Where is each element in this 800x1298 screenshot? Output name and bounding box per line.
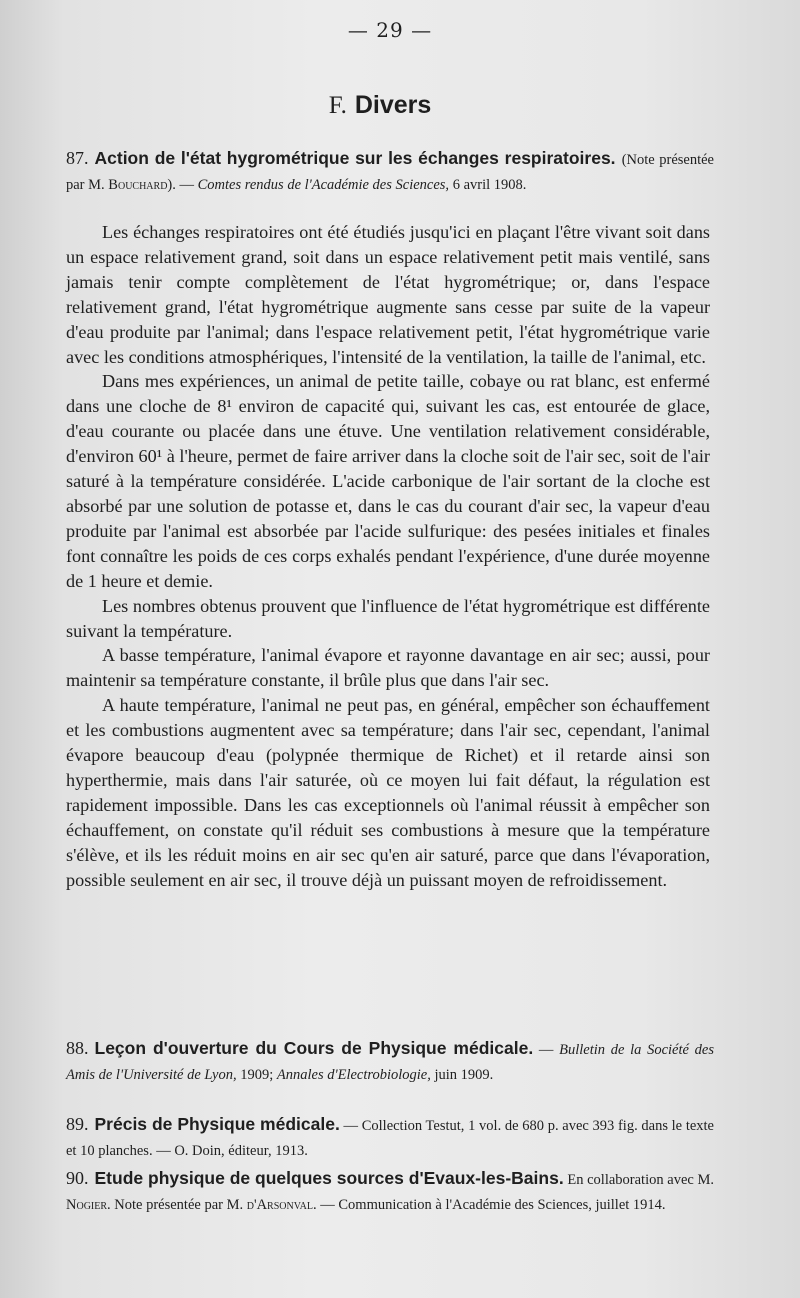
entry-90-ref-c: . — Communication à l'Académie des Sciences, juillet 1914. [313, 1197, 666, 1213]
entry-87-ref-c: 6 avril 1908. [449, 177, 527, 193]
entry-90 [66, 1166, 714, 1217]
entry-89-head [66, 1112, 714, 1163]
entry-89-title: Précis de Physique médicale. [94, 1114, 340, 1134]
entry-88 [66, 1036, 714, 1087]
entry-89-number: 89. [66, 1114, 89, 1134]
entry-90-number: 90. [66, 1168, 89, 1188]
paragraph: A haute température, l'animal ne peut pas, en général, empêcher son échauffement et les combustions augmentent avec sa température; dans l'air sec, cependant, l'animal évapore beaucoup d'eau (polypnée thermique de Richet) et il retarde ainsi son hyperthermie, mais dans l'air saturée, où ce moyen lui fait défaut, la régulation est rapidement impossible. Dans les cas exceptionnels où l'animal réussit à empêcher son échauffement, on constate qu'il réduit ses combustions à mesure que la température s'élève, et ils les réduit moins en air sec qu'en air saturé, parce que dans l'évaporation, possible seulement en air sec, il trouve déjà un puissant moyen de refroidissement. [66, 695, 710, 890]
entry-87-body [66, 220, 710, 892]
entry-90-title: Etude physique de quelques sources d'Evaux-les-Bains. [94, 1168, 564, 1188]
entry-88-ref-a: — [533, 1042, 560, 1058]
entry-87-head [66, 146, 714, 197]
paragraph: Dans mes expériences, un animal de petite taille, cobaye ou rat blanc, est enfermé dans une cloche de 8¹ environ de capacité qui, suivant les cas, est entourée de glace, d'eau courante ou placée dans une étuve. Une ventilation relativement considérable, d'environ 60¹ à l'heure, permet de faire arriver dans la cloche soit de l'air sec, soit de l'air saturé à la température considérée. L'acide carbonique de l'air sortant de la cloche est absorbé par une solution de potasse et, dans le cas du courant d'air sec, la vapeur d'eau produite par l'animal est absorbée par l'acide sulfurique: des pesées initiales et finales font connaître les poids de ces corps exhalés pendant l'expérience, d'une durée moyenne de 1 heure et demie. [66, 371, 710, 591]
entry-89-ref: — Collection Testut, 1 vol. de 680 p. avec 393 fig. dans le texte et 10 planches. — O. Doin, éditeur, 1913. [66, 1118, 714, 1159]
entry-88-ref-c: juin 1909. [430, 1067, 494, 1083]
entry-90-ref-b: . Note présentée par M. [107, 1197, 247, 1213]
entry-89 [66, 1112, 714, 1163]
entry-90-author-2: d'Arsonval [246, 1197, 313, 1213]
entry-88-number: 88. [66, 1038, 89, 1058]
paragraph: Les nombres obtenus prouvent que l'influence de l'état hygrométrique est différente suivant la température. [66, 595, 710, 641]
section-word: Divers [354, 91, 432, 119]
entry-87-title: Action de l'état hygrométrique sur les échanges respiratoires. [94, 148, 616, 168]
entry-88-head [66, 1036, 714, 1087]
entry-88-title: Leçon d'ouverture du Cours de Physique médicale. [94, 1038, 534, 1058]
entry-87 [66, 146, 714, 197]
entry-87-journal: Comtes rendus de l'Académie des Sciences, [197, 177, 450, 193]
page-number: — 29 — [347, 18, 433, 42]
entry-90-head [66, 1166, 714, 1217]
entry-88-ref-b: 1909; [236, 1067, 277, 1083]
entry-87-author: Bouchard [108, 177, 168, 193]
paragraph: Les échanges respiratoires ont été étudiés jusqu'ici en plaçant l'être vivant soit dans un espace relativement grand, soit dans un espace relativement petit mais ventilé, sans jamais tenir compte complètement de l'état hygrométrique; or, dans l'espace relativement grand, l'état hygrométrique augmente sans cesse par suite de la vapeur d'eau produite par l'animal; dans l'espace relativement petit, l'état hygrométrique varie avec les conditions atmosphériques, l'intensité de la ventilation, la taille de l'animal, etc. [66, 222, 710, 367]
section-letter: F. [328, 92, 347, 119]
entry-87-number: 87. [66, 148, 89, 168]
entry-88-journal-2: Annales d'Electrobiologie, [276, 1067, 431, 1083]
entry-87-ref-a: (Note présentée par M. [66, 152, 714, 193]
section-title [0, 90, 760, 120]
entry-87-ref-b: ). — [167, 177, 198, 193]
entry-88-journal: Bulletin de la Société des Amis de l'Université de Lyon, [66, 1042, 714, 1083]
entry-90-ref-a: En collaboration avec M. [563, 1172, 715, 1188]
entry-90-author-1: Nogier [66, 1197, 108, 1213]
paragraph: A basse température, l'animal évapore et rayonne davantage en air sec; aussi, pour maintenir sa température constante, il brûle plus que dans l'air sec. [66, 645, 710, 691]
